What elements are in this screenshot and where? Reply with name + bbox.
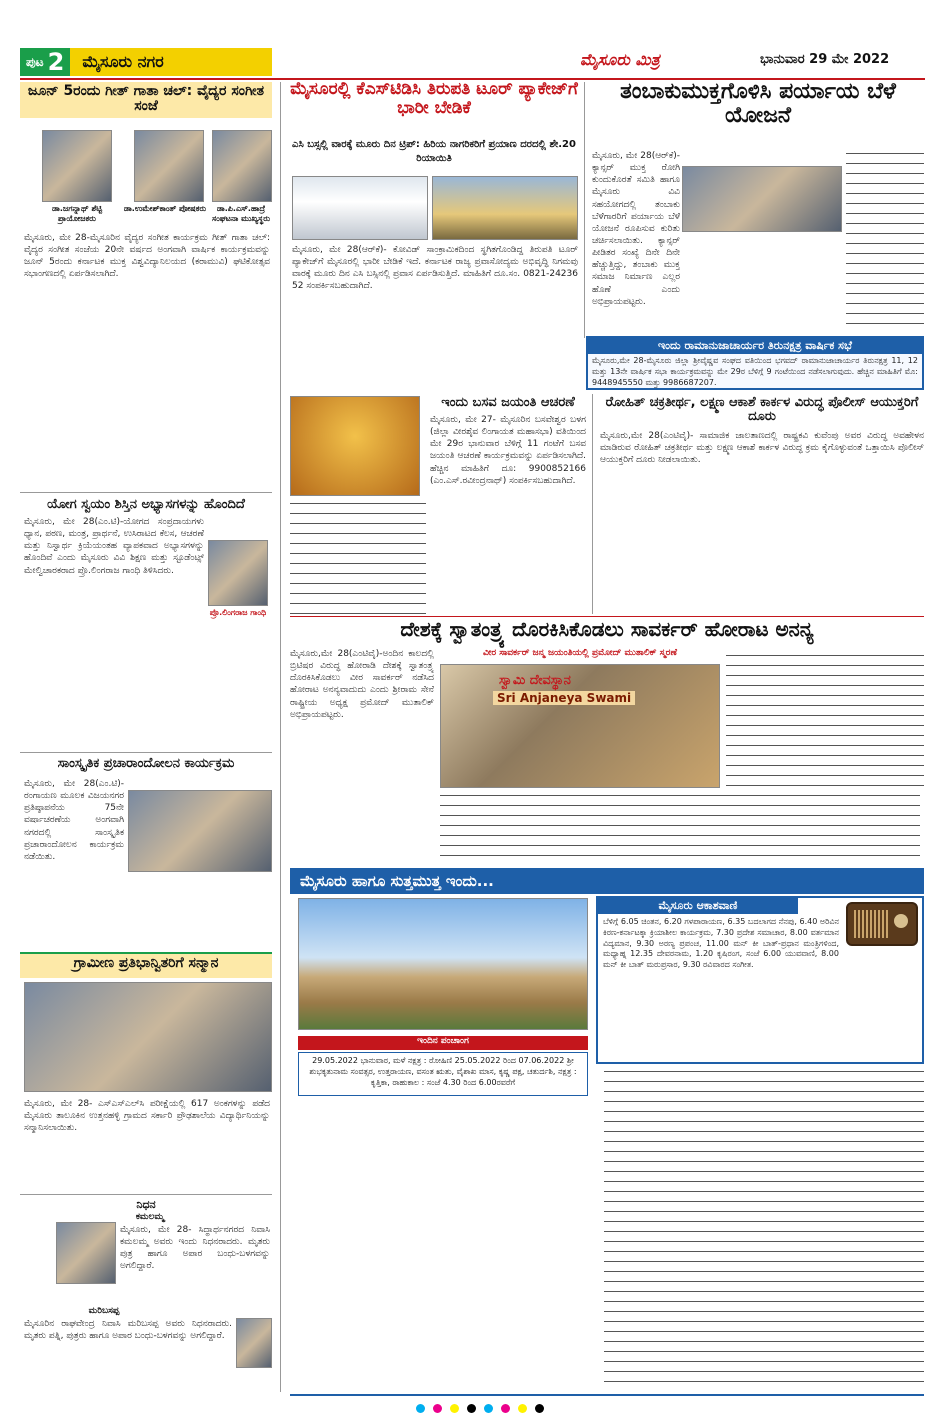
rural-body: ಮೈಸೂರು, ಮೇ 28- ಎಸ್ಎಸ್ಎಲ್‌ಸಿ ಪರೀಕ್ಷೆಯಲ್ಲಿ 617 ಅಂಕಗಳನ್ನು ಪಡೆದ ಮೈಸೂರು ತಾಲೂಕಿನ ಉತ್ತನಹಳ್ಳಿ ಗ್ರಾಮದ ಸರ್ಕಾರಿ ಪ್ರೌಢಶಾಲೆಯ ವಿದ್ಯಾರ್ಥಿನಿಯನ್ನು ಸನ್ಮಾನಿಸಲಾಯಿತು. bbox=[24, 1099, 270, 1134]
obituary-body-2: ಮೈಸೂರಿನ ರಾಘವೇಂದ್ರ ನಿವಾಸಿ ಮರಿಬಸಪ್ಪ ಅವರು ನಿಧನರಾದರು. ಮೃತರು ಪತ್ನಿ, ಪುತ್ರರು ಹಾಗೂ ಅಪಾರ ಬಂಧು-ಬಳಗವನ್ನು ಅಗಲಿದ್ದಾರೆ. bbox=[24, 1319, 232, 1342]
savarkar-photo-caption: ವೀರ ಸಾವರ್ಕರ್ ಜನ್ಮ ಜಯಂತಿಯಲ್ಲಿ ಪ್ರಮೋದ್ ಮುತಾಲಿಕ್ ಸ್ಮರಣೆ bbox=[483, 648, 677, 658]
panchanga-body: 29.05.2022 ಭಾನುವಾರ, ಮಳೆ ನಕ್ಷತ್ರ : ರೋಹಿಣಿ 25.05.2022 ರಿಂದ 07.06.2022 ಶ್ರೀ ಶುಭಕೃತುನಾಮ ಸಂವತ್ಸರ, ಉತ್ತರಾಯಣ, ವಸಂತ ಋತು, ವೈಶಾಖ ಮಾಸ, ಕೃಷ್ಣ ಪಕ್ಷ, ಚತುರ್ದಶಿ, ನಕ್ಷತ್ರ : ಕೃತ್ತಿಕಾ, ರಾಹುಕಾಲ : ಸಂಜೆ 4.30 ರಿಂದ 6.00ರವರೆಗೆ bbox=[298, 1052, 588, 1096]
today-title: ಮೈಸೂರು ಹಾಗೂ ಸುತ್ತಮುತ್ತ ಇಂದು... bbox=[300, 872, 494, 890]
photo-obituary-2 bbox=[236, 1318, 272, 1368]
caption-doctor-3: ಡಾ.ಪಿ.ಎಸ್.ಹಾದ್ರೆ ಸಂಘಟನಾ ಮುಖ್ಯಸ್ಥರು bbox=[212, 204, 270, 223]
caption-yoga: ಪ್ರೊ.ಲಿಂಗರಾಜ ಗಾಂಧಿ bbox=[209, 608, 267, 617]
rural-headline: ಗ್ರಾಮೀಣ ಪ್ರತಿಭಾನ್ವಿತರಿಗೆ ಸನ್ಮಾನ bbox=[73, 955, 219, 971]
obituary-body-1: ಮೈಸೂರು, ಮೇ 28- ಸಿದ್ಧಾರ್ಥನಗರದ ನಿವಾಸಿ ಕಮಲಮ್ಮ ಅವರು ಇಂದು ನಿಧನರಾದರು. ಮೃತರು ಪುತ್ರ ಹಾಗೂ ಅಪಾರ ಬಂಧು-ಬಳಗವನ್ನು ಅಗಲಿದ್ದಾರೆ. bbox=[120, 1225, 270, 1272]
savarkar-headline: ದೇಶಕ್ಕೆ ಸ್ವಾತಂತ್ರ್ಯ ದೊರಕಿಸಿಕೊಡಲು ಸಾವರ್ಕರ್ ಹೋರಾಟ ಅನನ್ಯ bbox=[400, 617, 814, 641]
photo-doctor-1 bbox=[42, 130, 112, 202]
tirupati-body: ಮೈಸೂರು, ಮೇ 28(ಆರ್‌ಕೆ)- ಕೋವಿಡ್ ಸಾಂಕ್ರಾಮಿಕದಿಂದ ಸ್ಥಗಿತಗೊಂಡಿದ್ದ ತಿರುಪತಿ ಟೂರ್ ಪ್ಯಾಕೇಜ್‌ಗೆ ಮೈಸೂರಲ್ಲಿ ಭಾರೀ ಬೇಡಿಕೆ ಇದೆ. ಕರ್ನಾಟಕ ರಾಜ್ಯ ಪ್ರವಾಸೋದ್ಯಮ ಅಭಿವೃದ್ಧಿ ನಿಗಮವು ವಾರಕ್ಕೆ ಮೂರು ದಿನ ಎಸಿ ಬಸ್ಸಿನಲ್ಲಿ ಪ್ರವಾಸ ಏರ್ಪಡಿಸುತ್ತಿದೆ. ಮಾಹಿತಿಗೆ ದೂ.ಸಂ. 0821-24236 52 ಸಂಪರ್ಕಿಸಬಹುದಾಗಿದೆ. bbox=[292, 245, 578, 292]
radio-body: ಬೆಳಿಗ್ಗೆ 6.05 ಚಿಂತನ, 6.20 ಗಳಪಾರಾಯಣ, 6.35 ಬದಲಾಗದ ನೆನಪು, 6.40 ಅರಿವಿನ ಕಿರಣ-ಕರ್ನಾಟಕ್ಕಾ ಕ್ರಿಯಾಶೀಲ ಕಾರ್ಯಕ್ರಮ, 7.30 ಪ್ರದೇಶ ಸಮಾಚಾರ, 8.00 ವರ್ತಮಾನ ವಿದ್ಯಮಾನ, 9.30 ಅರಣ್ಯ ಪ್ರಪಂಚ, 11.00 ಮನ್ ಕೀ ಬಾತ್-ಪ್ರಧಾನ ಮಂತ್ರಿಗಳಿಂದ, ಮಧ್ಯಾಹ್ನ 12.35 ದೇವರನಾಮ, 1.20 ಕೃಷಿರಂಗ, ಸಂಜೆ 6.00 ಯುವವಾಣಿ, 8.00 ಮನ್ ಕೀ ಬಾತ್ ಮರುಪ್ರಸಾರ, 9.30 ರವಿವಾರದ ಸಂಗೀತ. bbox=[603, 917, 839, 970]
obituary-name-2: ಮರಿಬಸಪ್ಪ bbox=[88, 1306, 120, 1316]
basava-headline: ಇಂದು ಬಸವ ಜಯಂತಿ ಆಚರಣೆ bbox=[441, 395, 575, 410]
section-header bbox=[20, 48, 272, 76]
photo-tobacco-meeting bbox=[682, 166, 842, 232]
cyan-dot bbox=[416, 1404, 425, 1413]
tirupati-headline: ಮೈಸೂರಲ್ಲಿ ಕೆಎಸ್‌ಟಿಡಿಸಿ ತಿರುಪತಿ ಟೂರ್ ಪ್ಯಾಕೇಜ್‌ಗೆ ಭಾರೀ ಬೇಡಿಕೆ bbox=[290, 79, 578, 118]
page-number-box bbox=[20, 48, 70, 76]
masthead: ಮೈಸೂರು ಮಿತ್ರ bbox=[580, 50, 660, 69]
ramanuja-box bbox=[586, 336, 924, 390]
ramanuja-body: ಮೈಸೂರು,ಮೇ 28-ಮೈಸೂರು ಜಿಲ್ಲಾ ಶ್ರೀವೈಷ್ಣವ ಸಂಘದ ವತಿಯಿಂದ ಭಗವದ್ ರಾಮಾನುಜಾಚಾರ್ಯರ ತಿರುನಕ್ಷತ್ರ 11, 12 ಮತ್ತು 13ನೇ ವಾರ್ಷಿಕ ಸಭಾ ಕಾರ್ಯಕ್ರಮವನ್ನು ಮೇ 29ರ ಬೆಳಿಗ್ಗೆ 9 ಗಂಟೆಯಿಂದ ನಡೆಸಲಾಗುವುದು. ಹೆಚ್ಚಿನ ಮಾಹಿತಿಗೆ ಮೊ: 9448945550 ಮತ್ತು 9986687207. bbox=[592, 356, 918, 387]
yoga-body: ಮೈಸೂರು, ಮೇ 28(ಎಂ.ಟಿ)-ಯೋಗದ ಸಂಪ್ರದಾಯಗಳು ಧ್ಯಾನ, ಪಠಣ, ಮಂತ್ರ, ಪ್ರಾರ್ಥನೆ, ಉಸಿರಾಟದ ಕೆಲಸ, ಆಚರಣೆ ಮತ್ತು ನಿಸ್ವಾರ್ಥ ಕ್ರಿಯೆಯಂತಹ ವ್ಯಾಪಕವಾದ ಅಭ್ಯಾಸಗಳನ್ನು ಹೊಂದಿವೆ ಎಂದು ಮೈಸೂರು ವಿವಿ ಶಿಕ್ಷಣ ಮತ್ತು ಸ್ಟೂಡೆಂಟ್ಸ್ ಮೇಲ್ವಿಚಾರಕರಾದ ಪ್ರೊ.ಲಿಂಗರಾಜ ಗಾಂಧಿ ತಿಳಿಸಿದರು. bbox=[24, 517, 204, 576]
radio-box bbox=[596, 896, 924, 1064]
magenta-dot bbox=[433, 1404, 442, 1413]
photo-savarkar-event bbox=[440, 664, 720, 788]
black-dot bbox=[467, 1404, 476, 1413]
tobacco-body: ಮೈಸೂರು, ಮೇ 28(ಆರ್‌ಕೆ)- ಕ್ಯಾನ್ಸರ್ ಮುಕ್ತ ರೋಗಿ ಕುಂದುಕೊರತೆ ಸಮಿತಿ ಹಾಗೂ ಮೈಸೂರು ವಿವಿ ಸಹಯೋಗದಲ್ಲಿ ತಂಬಾಕು ಬೆಳೆಗಾರರಿಗೆ ಪರ್ಯಾಯ ಬೆಳೆ ಯೋಜನೆ ರೂಪಿಸುವ ಕುರಿತು ಚರ್ಚಿಸಲಾಯಿತು. ಕ್ಯಾನ್ಸರ್ ಪೀಡಿತರ ಸಂಖ್ಯೆ ದಿನೇ ದಿನೇ ಹೆಚ್ಚುತ್ತಿದ್ದು, ತಂಬಾಕು ಮುಕ್ತ ಸಮಾಜ ನಿರ್ಮಾಣ ಎಲ್ಲರ ಹೊಣೆ ಎಂದು ಅಭಿಪ್ರಾಯಪಟ್ಟರು. bbox=[592, 151, 680, 307]
today-bottom-rule bbox=[290, 1394, 924, 1396]
radio-icon bbox=[846, 902, 918, 946]
divider bbox=[20, 752, 272, 753]
rohit-headline: ರೋಹಿತ್ ಚಕ್ರತೀರ್ಥ, ಲಕ್ಷ್ಮಣ ಆಕಾಶೆ ಕಾರ್ಕಳ ವಿರುದ್ಧ ಪೊಲೀಸ್ ಆಯುಕ್ತರಿಗೆ ದೂರು bbox=[605, 395, 919, 425]
dateline: ಭಾನುವಾರ 29 ಮೇ 2022 bbox=[760, 52, 890, 67]
black-dot bbox=[535, 1404, 544, 1413]
events-body-right bbox=[604, 1068, 924, 1390]
registration-marks bbox=[300, 1404, 660, 1416]
photo-temple bbox=[432, 176, 578, 240]
page-number: 2 bbox=[47, 48, 65, 76]
yellow-dot bbox=[518, 1404, 527, 1413]
caption-doctor-1: ಡಾ.ಜಗನ್ನಾಥ್ ಶೆಟ್ಟಿ ಪ್ರಾಯೋಜಕರು bbox=[51, 204, 103, 223]
basava-body: ಮೈಸೂರು, ಮೇ 27- ಮೈಸೂರಿನ ಬಸವೇಶ್ವರ ಬಳಗ (ಜಿಲ್ಲಾ ವೀರಶೈವ ಲಿಂಗಾಯತ ಮಹಾಸಭಾ) ವತಿಯಿಂದ ಮೇ 29ರ ಭಾನುವಾರ ಬೆಳಿಗ್ಗೆ 11 ಗಂಟೆಗೆ ಬಸವ ಜಯಂತಿ ಆಚರಣೆ ಕಾರ್ಯಕ್ರಮವನ್ನು ಏರ್ಪಡಿಸಲಾಗಿದೆ. ಹೆಚ್ಚಿನ ಮಾಹಿತಿಗೆ ದೂ: 9900852166 (ಎಂ.ಎಸ್.ರವೀಂದ್ರನಾಥ್) ಸಂಪರ್ಕಿಸಬಹುದಾಗಿದೆ. bbox=[430, 415, 586, 486]
rohit-body: ಮೈಸೂರು,ಮೇ 28(ಎಂಟಿವೈ)- ಸಾಮಾಜಿಕ ಜಾಲತಾಣದಲ್ಲಿ ರಾಷ್ಟ್ರಕವಿ ಕುವೆಂಪು ಅವರ ವಿರುದ್ಧ ಅವಹೇಳನ ಮಾಡಿರುವ ರೋಹಿತ್ ಚಕ್ರತೀರ್ಥ ಮತ್ತು ಲಕ್ಷ್ಮಣ ಆಕಾಶೆ ಕಾರ್ಕಳ ವಿರುದ್ಧ ಕ್ರಮ ಕೈಗೊಳ್ಳುವಂತೆ ಒತ್ತಾಯಿಸಿ ಪೊಲೀಸ್ ಆಯುಕ್ತರಿಗೆ ದೂರು ನೀಡಲಾಯಿತು. bbox=[600, 431, 924, 466]
photo-mysore-palace bbox=[298, 898, 588, 1030]
photo-basava bbox=[290, 396, 420, 496]
photo-bus bbox=[292, 176, 428, 240]
yoga-headline: ಯೋಗ ಸ್ವಯಂ ಶಿಸ್ತಿನ ಅಭ್ಯಾಸಗಳನ್ನು ಹೊಂದಿದೆ bbox=[47, 497, 245, 512]
yellow-dot bbox=[450, 1404, 459, 1413]
column-rule bbox=[280, 82, 281, 1392]
culture-body: ಮೈಸೂರು, ಮೇ 28(ಎಂ.ಟಿ)- ರಂಗಾಯಣ ಮೂಲಕ ವಿಜಯನಗರ ಪ್ರತಿಷ್ಠಾಪನೆಯ 75ನೇ ವರ್ಷಾಚರಣೆಯ ಅಂಗವಾಗಿ ನಗರದಲ್ಲಿ ಸಾಂಸ್ಕೃತಿಕ ಪ್ರಚಾರಾಂದೋಲನ ಕಾರ್ಯಕ್ರಮ ನಡೆಯಿತು. bbox=[24, 779, 124, 862]
divider bbox=[20, 1194, 272, 1195]
tobacco-headline: ತಂಬಾಕುಮುಕ್ತಗೊಳಿಸಿ ಪರ್ಯಾಯ ಬೆಳೆ ಯೋಜನೆ bbox=[620, 79, 896, 129]
culture-headline: ಸಾಂಸ್ಕೃತಿಕ ಪ್ರಚಾರಾಂದೋಲನ ಕಾರ್ಯಕ್ರಮ bbox=[57, 756, 235, 771]
section-name: ಮೈಸೂರು ನಗರ bbox=[82, 52, 164, 71]
photo-obituary-1 bbox=[56, 1222, 116, 1284]
basava-body-cont bbox=[290, 500, 426, 614]
column-rule bbox=[592, 394, 593, 614]
banner-text: ಸ್ವಾಮಿ ದೇವಸ್ಥಾನ bbox=[499, 673, 571, 688]
tobacco-body-cont bbox=[846, 150, 924, 332]
divider bbox=[20, 492, 272, 493]
photo-doctor-2 bbox=[134, 130, 204, 202]
savarkar-body-cont bbox=[440, 792, 920, 864]
caption-doctor-2: ಡಾ.ಉಮೇಶ್‌ಕಾಂತ್ ಪೋಷಕರು bbox=[123, 204, 207, 213]
ramanuja-headline: ಇಂದು ರಾಮಾನುಜಾಚಾರ್ಯರ ತಿರುನಕ್ಷತ್ರ ವಾರ್ಷಿಕ ಸಭೆ bbox=[588, 338, 922, 354]
panchanga-title: ಇಂದಿನ ಪಂಚಾಂಗ bbox=[298, 1036, 588, 1050]
tirupati-subhead: ಎಸಿ ಬಸ್ಸಲ್ಲಿ ವಾರಕ್ಕೆ ಮೂರು ದಿನ ಟ್ರಿಪ್: ಹಿರಿಯ ನಾಗರಿಕರಿಗೆ ಪ್ರಯಾಣ ದರದಲ್ಲಿ ಶೇ.20 ರಿಯಾಯಿತಿ bbox=[292, 139, 576, 164]
events-body bbox=[298, 1100, 598, 1390]
savarkar-body: ಮೈಸೂರು,ಮೇ 28(ಎಂಟಿವೈ)-ಅಂದಿನ ಕಾಲದಲ್ಲಿ ಬ್ರಿಟಿಷರ ವಿರುದ್ಧ ಹೋರಾಡಿ ದೇಶಕ್ಕೆ ಸ್ವಾತಂತ್ರ್ಯ ದೊರಕಿಸಿಕೊಡಲು ವೀರ ಸಾವರ್ಕರ್ ನಡೆಸಿದ ಹೋರಾಟ ಅನನ್ಯವಾದುದು ಎಂದು ಶ್ರೀರಾಮ ಸೇನೆ ರಾಷ್ಟ್ರೀಯ ಅಧ್ಯಕ್ಷ ಪ್ರಮೋದ್ ಮುತಾಲಿಕ್ ಅಭಿಪ್ರಾಯಪಟ್ಟರು. bbox=[290, 649, 434, 720]
music-body: ಮೈಸೂರು, ಮೇ 28-ಮೈಸೂರಿನ ವೈದ್ಯರ ಸಂಗೀತ ಕಾರ್ಯಕ್ರಮ ಗೀತ್ ಗಾತಾ ಚಲ್: ವೈದ್ಯರ ಸಂಗೀತ ಸಂಜೆಯ 20ನೇ ವರ್ಷದ ಅಂಗವಾಗಿ ವಾರ್ಷಿಕ ಕಾರ್ಯಕ್ರಮವನ್ನು ಜೂನ್ 5ರಂದು ಕರ್ನಾಟಕ ಮುಕ್ತ ವಿಶ್ವವಿದ್ಯಾನಿಲಯದ (ಕರಾಮುವಿ) ಘಟಿಕೋತ್ಸವ ಸಭಾಂಗಣದಲ್ಲಿ ಏರ್ಪಡಿಸಲಾಗಿದೆ. bbox=[24, 233, 270, 280]
photo-yoga bbox=[208, 540, 268, 606]
magenta-dot bbox=[501, 1404, 510, 1413]
banner-text-2: Sri Anjaneya Swami bbox=[493, 691, 635, 705]
savarkar-body-right bbox=[726, 652, 924, 788]
obituary-name-1: ಕಮಲಮ್ಮ bbox=[135, 1212, 165, 1222]
cyan-dot bbox=[484, 1404, 493, 1413]
photo-rural bbox=[24, 982, 272, 1092]
obituary-title: ನಿಧನ bbox=[136, 1198, 156, 1211]
photo-culture bbox=[128, 790, 272, 872]
page-label: ಪುಟ bbox=[26, 54, 44, 69]
radio-title: ಮೈಸೂರು ಆಕಾಶವಾಣಿ bbox=[598, 898, 798, 914]
column-rule bbox=[584, 82, 585, 338]
music-headline: ಜೂನ್ 5ರಂದು ಗೀತ್ ಗಾತಾ ಚಲ್: ವೈದ್ಯರ ಸಂಗೀತ ಸಂಜೆ bbox=[27, 83, 265, 115]
photo-doctor-3 bbox=[212, 130, 272, 202]
